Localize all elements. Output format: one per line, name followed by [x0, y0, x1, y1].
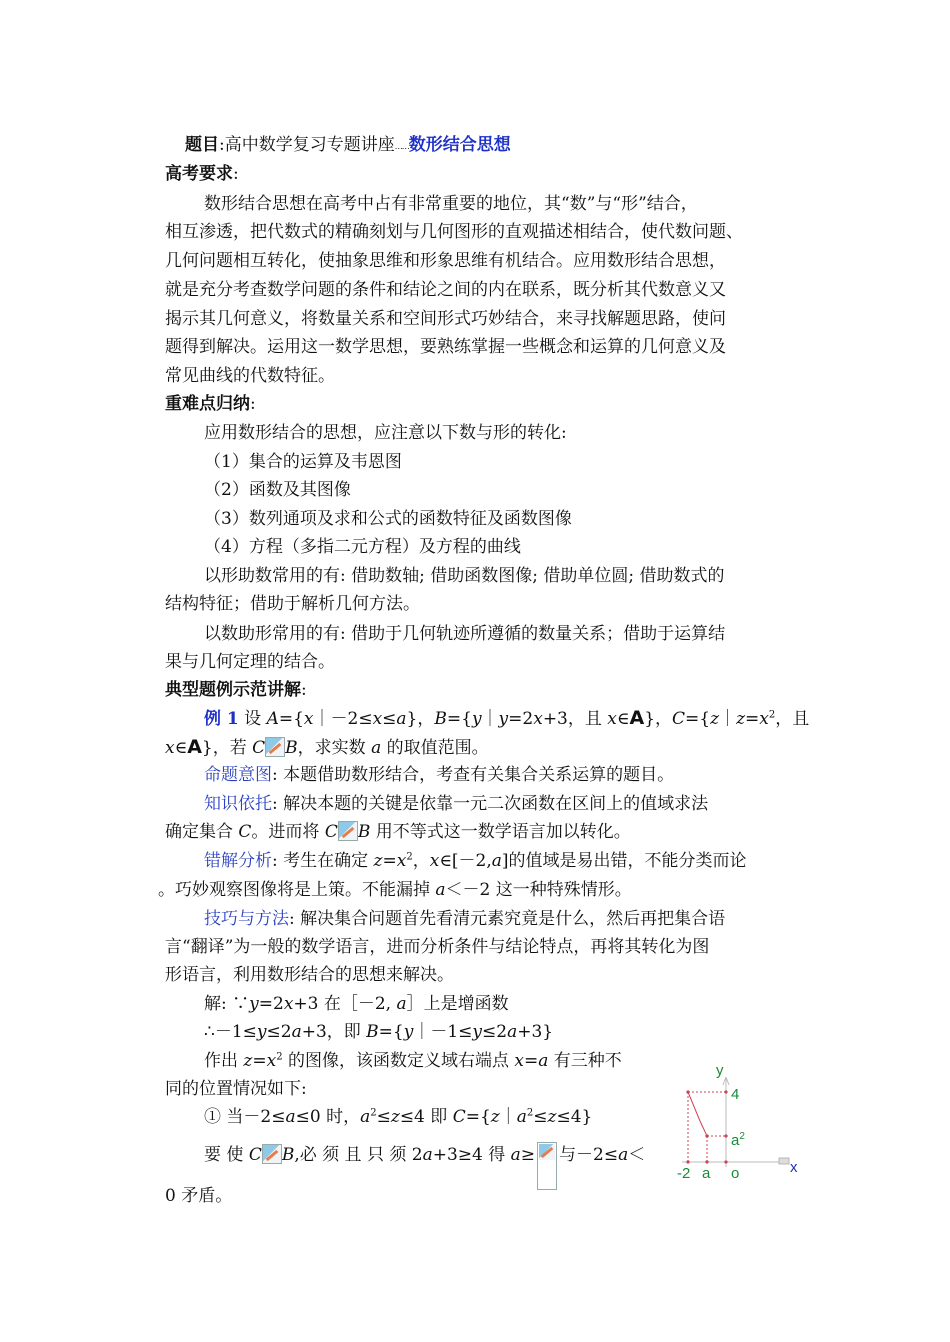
point-a — [705, 1134, 708, 1137]
text: 。进而将 — [251, 822, 325, 842]
label-a: a — [702, 1165, 711, 1182]
focus-item-4: （4）方程（多指二元方程）及方程的曲线 — [204, 537, 521, 557]
var: x — [266, 1051, 277, 1071]
text: +3，即 — [301, 1022, 367, 1042]
text: 与－2≤ — [559, 1145, 619, 1165]
var: y — [256, 1022, 267, 1042]
var: x — [165, 738, 175, 758]
var: B — [285, 738, 298, 758]
section-title: 重难点归纳 — [165, 394, 250, 414]
var: z — [736, 709, 746, 729]
text: 解: ∵ — [204, 994, 250, 1014]
text: 的图像，该函数定义域右端点 — [282, 1051, 515, 1071]
text: ≤ — [376, 1107, 391, 1127]
text: ={ — [446, 709, 472, 729]
text: +3} — [517, 1022, 554, 1042]
label-a2-base: a — [731, 1132, 740, 1149]
intro-line-6: 题得到解决。运用这一数学思想，要熟练掌握一些概念和运算的几何意义及 — [165, 337, 726, 357]
var: x — [429, 851, 440, 871]
var: a — [516, 1107, 527, 1127]
example-line-2 — [165, 735, 489, 760]
var: z — [547, 1107, 557, 1127]
focus-item-3: （3）数列通项及求和公式的函数特征及函数图像 — [204, 509, 572, 529]
number-aid-line-1: 以数助形常用的有: 借助于几何轨迹所遵循的数量关系；借助于运算结 — [204, 624, 726, 644]
text: = — [524, 1051, 539, 1071]
var: C — [324, 822, 338, 842]
intro-line-4: 就是充分考查数学问题的条件和结论之间的内在联系，既分析其代数意义又 — [165, 280, 726, 300]
text: : 考生在确定 — [272, 851, 374, 871]
text: ≤4} — [556, 1107, 593, 1127]
text: ={ — [685, 709, 711, 729]
var: z — [373, 851, 383, 871]
var: a — [291, 1022, 302, 1042]
error-label: 错解分析 — [204, 851, 272, 871]
var: a — [371, 738, 382, 758]
text: ］上是增函数 — [406, 994, 509, 1014]
text: ① 当－2≤ — [204, 1107, 286, 1127]
basis-line-1 — [204, 792, 708, 816]
label-4: 4 — [731, 1086, 740, 1103]
intent-label: 命题意图 — [204, 765, 272, 785]
var: x — [607, 709, 617, 729]
label-a-squared — [731, 1131, 745, 1149]
var: a — [507, 1022, 518, 1042]
text: ={ — [278, 709, 304, 729]
text: ， — [412, 851, 430, 871]
error-line-1 — [204, 849, 747, 873]
parabola-sketch-graph — [670, 1055, 810, 1185]
method-line-3: 形语言，利用数形结合的思想来解决。 — [165, 965, 454, 985]
intro-line-1: 数形结合思想在高考中占有非常重要的地位，其“数”与“形”结合， — [204, 194, 698, 214]
text: 设 — [244, 709, 267, 729]
number-aid-line-2: 果与几何定理的结合。 — [165, 652, 335, 672]
section-colon: : — [233, 164, 239, 184]
focus-item-1: （1）集合的运算及韦恩图 — [204, 452, 402, 472]
basis-line-2 — [165, 820, 631, 844]
focus-item-2: （2）函数及其图像 — [204, 480, 351, 500]
var: a — [491, 851, 502, 871]
var: y — [471, 709, 482, 729]
text: ={ — [378, 1022, 404, 1042]
broken-image-icon — [338, 821, 358, 841]
text: 。巧妙观察图像将是上策。不能漏掉 — [158, 880, 436, 900]
text: ∴－1≤ — [204, 1022, 257, 1042]
section-colon: : — [250, 394, 256, 414]
var: C — [252, 738, 266, 758]
x-axis-arrow-image — [779, 1158, 789, 1164]
text: ≤4 即 — [399, 1107, 453, 1127]
var: x — [283, 994, 294, 1014]
point-origin — [724, 1160, 727, 1163]
text: ，且 — [775, 709, 810, 729]
section-heading-focus — [165, 392, 256, 416]
title-text: 高中数学复习专题讲座 — [224, 135, 395, 155]
var: a — [396, 709, 407, 729]
var: A — [266, 709, 279, 729]
text: ｜ — [719, 709, 737, 729]
var: z — [490, 1107, 500, 1127]
var: a — [618, 1145, 629, 1165]
var: B — [281, 1145, 295, 1165]
solution-line-4: 同的位置情况如下: — [165, 1079, 307, 1099]
exponent: 2 — [768, 709, 776, 721]
var: a — [510, 1145, 521, 1165]
var: a — [396, 994, 407, 1014]
broken-image-icon — [265, 737, 285, 757]
text: = — [745, 709, 760, 729]
text: }， — [406, 709, 435, 729]
var: C — [248, 1145, 262, 1165]
text: ≥ — [520, 1145, 536, 1165]
text: ≤2 — [266, 1022, 292, 1042]
var: z — [390, 1107, 400, 1127]
text: 确定集合 — [165, 822, 239, 842]
text: ＜－2 这一种特殊情形。 — [445, 880, 632, 900]
point-neg2 — [686, 1090, 689, 1093]
var: C — [238, 822, 252, 842]
text: ｜ — [481, 709, 499, 729]
section-heading-examples — [165, 678, 307, 702]
var: x — [759, 709, 769, 729]
text: = — [382, 851, 397, 871]
point-neg2-axis — [686, 1160, 689, 1163]
basis-label: 知识依托 — [204, 794, 272, 814]
solution-line-2 — [204, 1020, 553, 1044]
var: x — [396, 851, 407, 871]
text: ≤ — [382, 709, 397, 729]
example-label: 例 1 — [204, 709, 239, 729]
intro-line-3: 几何问题相互转化，使抽象思维和形象思维有机结合。应用数形结合思想， — [165, 251, 726, 271]
var: y — [403, 1022, 414, 1042]
broken-image-icon — [537, 1142, 557, 1190]
section-title: 高考要求 — [165, 164, 233, 184]
method-line-2: 言“翻译”为一般的数学语言，进而分析条件与结论特点，再将其转化为图 — [165, 937, 710, 957]
text: ＜ — [628, 1145, 646, 1165]
text: ≤2 — [482, 1022, 508, 1042]
case-1-line — [204, 1105, 592, 1129]
var: B — [366, 1022, 379, 1042]
exponent: 2 — [370, 1107, 377, 1119]
var: C — [452, 1107, 466, 1127]
text: 有三种不 — [548, 1051, 622, 1071]
text: 用不等式这一数学语言加以转化。 — [370, 822, 631, 842]
point-4 — [724, 1090, 727, 1093]
var: y — [472, 1022, 483, 1042]
label-origin: o — [731, 1165, 740, 1182]
var: a — [422, 1145, 433, 1165]
method-text: : 解决集合问题首先看清元素究竟是什么，然后再把集合语 — [289, 909, 726, 929]
text: 的取值范围。 — [381, 738, 489, 758]
text: = — [252, 1051, 267, 1071]
title-dots: …… — [394, 142, 409, 151]
text: ={ — [465, 1107, 491, 1127]
title-colon: : — [219, 135, 225, 155]
var: a — [285, 1107, 296, 1127]
var: C — [672, 709, 686, 729]
var: a — [435, 880, 446, 900]
set-symbol: A — [629, 707, 645, 729]
method-line-1 — [204, 907, 725, 931]
var: x — [303, 709, 314, 729]
broken-image-icon — [262, 1144, 282, 1164]
exponent: 2 — [526, 1107, 534, 1119]
graph-guides — [688, 1092, 726, 1162]
text: }，若 — [201, 738, 253, 758]
method-label: 技巧与方法 — [204, 909, 289, 929]
text: ≤0 时， — [295, 1107, 361, 1127]
shape-aid-line-1: 以形助数常用的有: 借助数轴; 借助函数图像; 借助单位圆; 借助数式的 — [204, 566, 725, 586]
case-1-condition-line — [204, 1142, 645, 1190]
var: y — [249, 994, 259, 1014]
var: a — [360, 1107, 371, 1127]
text: ]的值域是易出错，不能分类而论 — [501, 851, 747, 871]
text: ∈[－2, — [439, 851, 492, 871]
text: ∈ — [174, 738, 188, 758]
text: +3 在［－2, — [293, 994, 397, 1014]
title-topic: 数形结合思想 — [408, 135, 511, 155]
case-1-conclusion: 0 矛盾。 — [165, 1186, 233, 1206]
intro-line-5: 揭示其几何意义，将数量关系和空间形式巧妙结合，来寻找解题思路，使问 — [165, 309, 726, 329]
error-line-2 — [158, 878, 632, 902]
var: x — [372, 709, 383, 729]
var: y — [498, 709, 509, 729]
example-line-1 — [204, 706, 809, 731]
set-symbol: A — [187, 736, 202, 758]
text: ，求实数 — [297, 738, 372, 758]
section-heading-requirements — [165, 162, 239, 186]
label-neg2: -2 — [677, 1165, 691, 1182]
title-label: 题目 — [185, 135, 219, 155]
intro-line-2: 相互渗透，把代数式的精确刻划与几何图形的直观描述相结合，使代数问题、 — [165, 222, 743, 242]
section-colon: : — [301, 680, 307, 700]
var: B — [357, 822, 371, 842]
solution-line-3 — [204, 1049, 622, 1073]
focus-lead: 应用数形结合的思想，应注意以下数与形的转化: — [204, 423, 567, 443]
text: =2 — [258, 994, 284, 1014]
text: ∈ — [616, 709, 630, 729]
var: z — [710, 709, 720, 729]
document-title — [185, 133, 511, 159]
text: =2 — [508, 709, 534, 729]
solution-line-1 — [204, 992, 509, 1016]
text: }， — [644, 709, 673, 729]
x-axis-label: x — [790, 1159, 798, 1176]
parabola-curve — [688, 1092, 707, 1136]
var: z — [243, 1051, 253, 1071]
var: x — [533, 709, 543, 729]
exponent: 2 — [406, 851, 413, 863]
text: ,必 须 且 只 须 2 — [294, 1145, 423, 1165]
text: +3≥4 得 — [432, 1145, 511, 1165]
text: +3，且 — [542, 709, 608, 729]
shape-aid-line-2: 结构特征；借助于解析几何方法。 — [165, 594, 420, 614]
text: ｜ — [499, 1107, 517, 1127]
text: 要 使 — [204, 1145, 249, 1165]
label-a2-exp: 2 — [739, 1131, 745, 1142]
var: B — [434, 709, 447, 729]
var: x — [514, 1051, 524, 1071]
intro-line-7: 常见曲线的代数特征。 — [165, 366, 335, 386]
point-a-axis — [705, 1160, 708, 1163]
text: ｜－1≤ — [413, 1022, 473, 1042]
text: 作出 — [204, 1051, 244, 1071]
text: ｜－2≤ — [313, 709, 373, 729]
point-a2 — [724, 1134, 727, 1137]
y-axis-label: y — [716, 1062, 724, 1079]
text: ≤ — [533, 1107, 548, 1127]
intent-line — [204, 763, 674, 787]
var: a — [538, 1051, 549, 1071]
basis-text: : 解决本题的关键是依靠一元二次函数在区间上的值域求法 — [272, 794, 709, 814]
section-title: 典型题例示范讲解 — [165, 680, 301, 700]
intent-text: : 本题借助数形结合，考查有关集合关系运算的题目。 — [272, 765, 675, 785]
exponent: 2 — [276, 1051, 283, 1063]
